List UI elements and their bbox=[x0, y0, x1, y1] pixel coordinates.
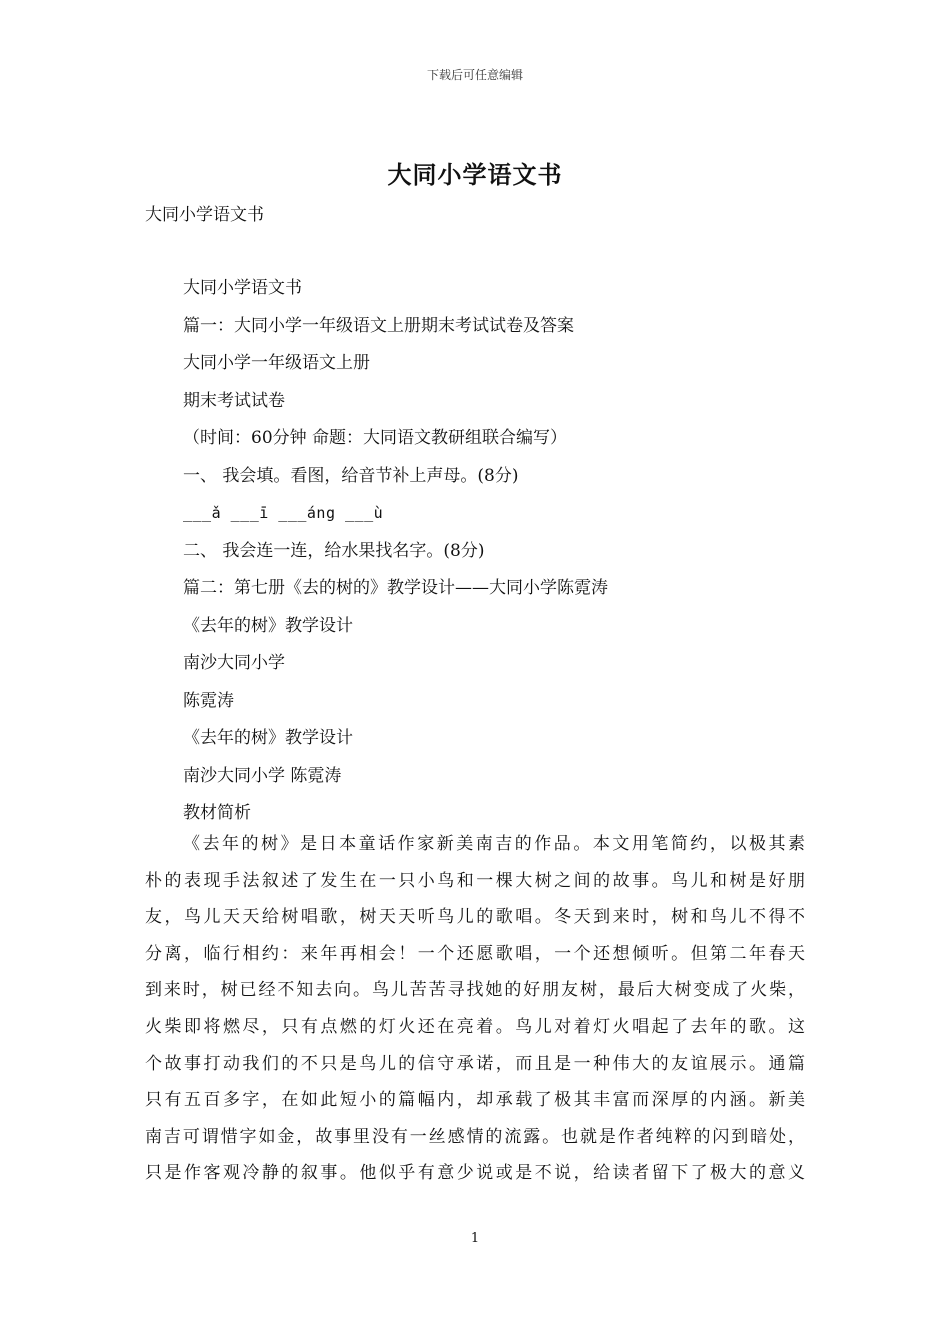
text-line: 大同小学语文书 bbox=[183, 278, 302, 298]
paragraph-line: 只是作客观冷静的叙事。他似乎有意少说或是不说，给读者留下了极大的意义 bbox=[145, 1163, 805, 1184]
document-subtitle: 大同小学语文书 bbox=[145, 205, 264, 225]
paragraph-line: 《去年的树》是日本童话作家新美南吉的作品。本文用笔简约，以极其素 bbox=[183, 834, 805, 854]
page-number: 1 bbox=[470, 1231, 480, 1246]
section-heading: 教材简析 bbox=[183, 803, 251, 823]
paragraph-line: 友，鸟儿天天给树唱歌，树天天听鸟儿的歌唱。冬天到来时，树和鸟儿不得不 bbox=[145, 907, 805, 928]
text-line: 陈霓涛 bbox=[183, 690, 234, 711]
text-line: 篇一：大同小学一年级语文上册期末考试试卷及答案 bbox=[183, 315, 574, 336]
paragraph-line: 只有五百多字，在如此短小的篇幅内，却承载了极其丰富而深厚的内涵。新美 bbox=[145, 1090, 805, 1111]
text-line: 《去年的树》教学设计 bbox=[183, 615, 353, 636]
paragraph-line: 火柴即将燃尽，只有点燃的灯火还在亮着。鸟儿对着灯火唱起了去年的歌。这 bbox=[145, 1016, 805, 1037]
text-line: 大同小学一年级语文上册 bbox=[183, 353, 370, 373]
outline-lines bbox=[183, 270, 823, 833]
pinyin-blanks: ___ǎ ___ī ___áng ___ù bbox=[183, 504, 384, 522]
text-line: 南沙大同小学 bbox=[183, 653, 285, 673]
document-title: 大同小学语文书 bbox=[387, 160, 563, 189]
paragraph-line: 朴的表现手法叙述了发生在一只小鸟和一棵大树之间的故事。鸟儿和树是好朋 bbox=[145, 870, 805, 891]
question-line: 二、 我会连一连，给水果找名字。(8分) bbox=[183, 540, 485, 561]
paragraph-line: 分离，临行相约：来年再相会！一个还愿歌唱，一个还想倾听。但第二年春天 bbox=[145, 943, 805, 964]
question-line: 一、 我会填。看图，给音节补上声母。(8分) bbox=[183, 465, 519, 486]
paragraph-line: 个故事打动我们的不只是鸟儿的信守承诺，而且是一种伟大的友谊展示。通篇 bbox=[145, 1053, 805, 1074]
text-line: 篇二：第七册《去的树的》教学设计——大同小学陈霓涛 bbox=[183, 578, 608, 598]
text-line: 南沙大同小学 陈霓涛 bbox=[183, 765, 342, 786]
paragraph-line: 南吉可谓惜字如金，故事里没有一丝感情的流露。也就是作者纯粹的闪到暗处， bbox=[145, 1126, 805, 1147]
body-paragraph bbox=[145, 826, 805, 1192]
paragraph-line: 到来时，树已经不知去向。鸟儿苦苦寻找她的好朋友树，最后大树变成了火柴， bbox=[145, 980, 805, 1001]
text-line: （时间：60分钟 命题：大同语文教研组联合编写） bbox=[183, 428, 568, 448]
header-note: 下载后可任意编辑 bbox=[426, 68, 523, 82]
text-line: 期末考试试卷 bbox=[183, 390, 285, 411]
text-line: 《去年的树》教学设计 bbox=[183, 728, 353, 748]
